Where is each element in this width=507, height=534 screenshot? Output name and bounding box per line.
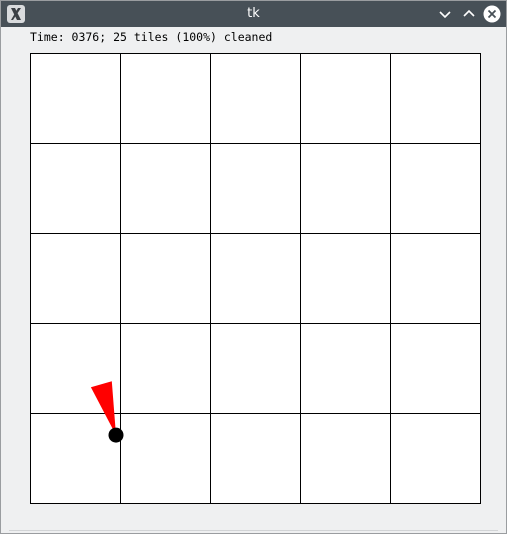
floor-tile — [31, 144, 121, 234]
floor-tile — [391, 54, 481, 144]
close-icon — [483, 5, 501, 23]
floor-tile — [211, 144, 301, 234]
floor-tile — [301, 234, 391, 324]
floor-tile — [391, 144, 481, 234]
floor-tile — [211, 234, 301, 324]
floor-tile — [121, 234, 211, 324]
floor-tile — [211, 324, 301, 414]
floor-tile — [121, 54, 211, 144]
title-bar[interactable] — [1, 1, 506, 27]
chevron-down-icon — [436, 5, 454, 23]
client-area — [1, 27, 506, 533]
floor-tile — [31, 414, 121, 504]
minimize-button[interactable] — [436, 5, 454, 23]
window-bottom-edge — [9, 530, 498, 531]
status-label: Time: 0376; 25 tiles (100%) cleaned — [30, 30, 273, 44]
close-button[interactable] — [483, 5, 501, 23]
floor-tile — [121, 324, 211, 414]
floor-tile — [121, 144, 211, 234]
window-title: tk — [247, 6, 260, 21]
floor-tile — [391, 234, 481, 324]
floor-tile — [121, 414, 211, 504]
room-grid — [30, 53, 481, 504]
maximize-button[interactable] — [460, 5, 478, 23]
floor-tile — [391, 324, 481, 414]
floor-tile — [391, 414, 481, 504]
floor-tile — [301, 54, 391, 144]
simulation-canvas[interactable] — [30, 53, 481, 504]
floor-tile — [211, 54, 301, 144]
chevron-up-icon — [460, 5, 478, 23]
floor-tile — [301, 324, 391, 414]
floor-tile — [211, 414, 301, 504]
floor-tile — [31, 234, 121, 324]
robot-body — [109, 428, 124, 443]
floor-tile — [31, 54, 121, 144]
floor-tile — [301, 414, 391, 504]
floor-tile — [301, 144, 391, 234]
